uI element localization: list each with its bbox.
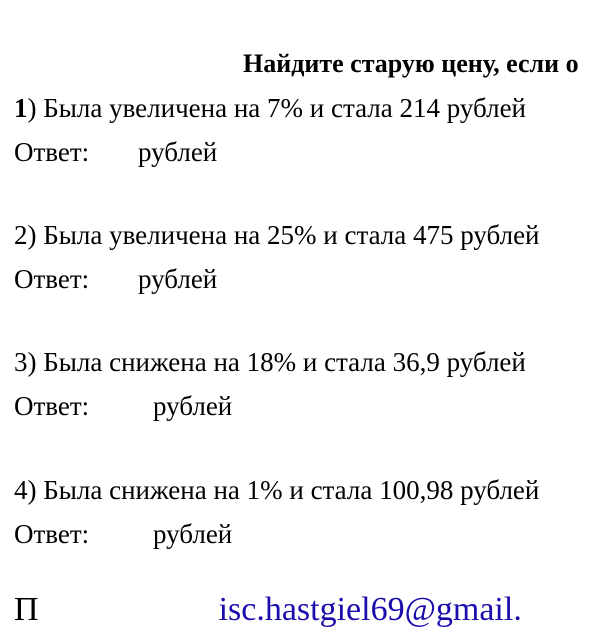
problem-2 [14,219,540,251]
problem-text: ) Была снижена на 1% и стала 100,98 рублей [27,475,540,505]
problem-number: 1 [14,93,28,123]
answer-label: Ответ: [14,264,90,294]
problem-text: ) Была снижена на 18% и стала 36,9 рублей [27,347,526,377]
footer-prefix: П [14,591,39,628]
answer-unit: рублей [153,391,233,421]
email-link[interactable]: isc.hastgiel69@gmail. [218,591,522,628]
answer-label: Ответ: [14,391,90,421]
answer-unit: рублей [138,264,218,294]
problem-number: 2 [14,220,28,250]
problem-4 [14,474,539,506]
problem-number: 4 [14,475,28,505]
answer-unit: рублей [153,519,233,549]
page-title: Найдите старую цену, если о [243,49,579,78]
problem-text: ) Была увеличена на 25% и стала 475 рублей [27,220,540,250]
problem-text: ) Была увеличена на 7% и стала 214 рублей [27,93,527,123]
problem-number: 3 [14,347,28,377]
problem-3 [14,346,526,378]
answer-unit: рублей [138,137,218,167]
answer-label: Ответ: [14,137,90,167]
footer-line [14,590,522,630]
problem-1 [14,92,526,124]
answer-label: Ответ: [14,519,90,549]
